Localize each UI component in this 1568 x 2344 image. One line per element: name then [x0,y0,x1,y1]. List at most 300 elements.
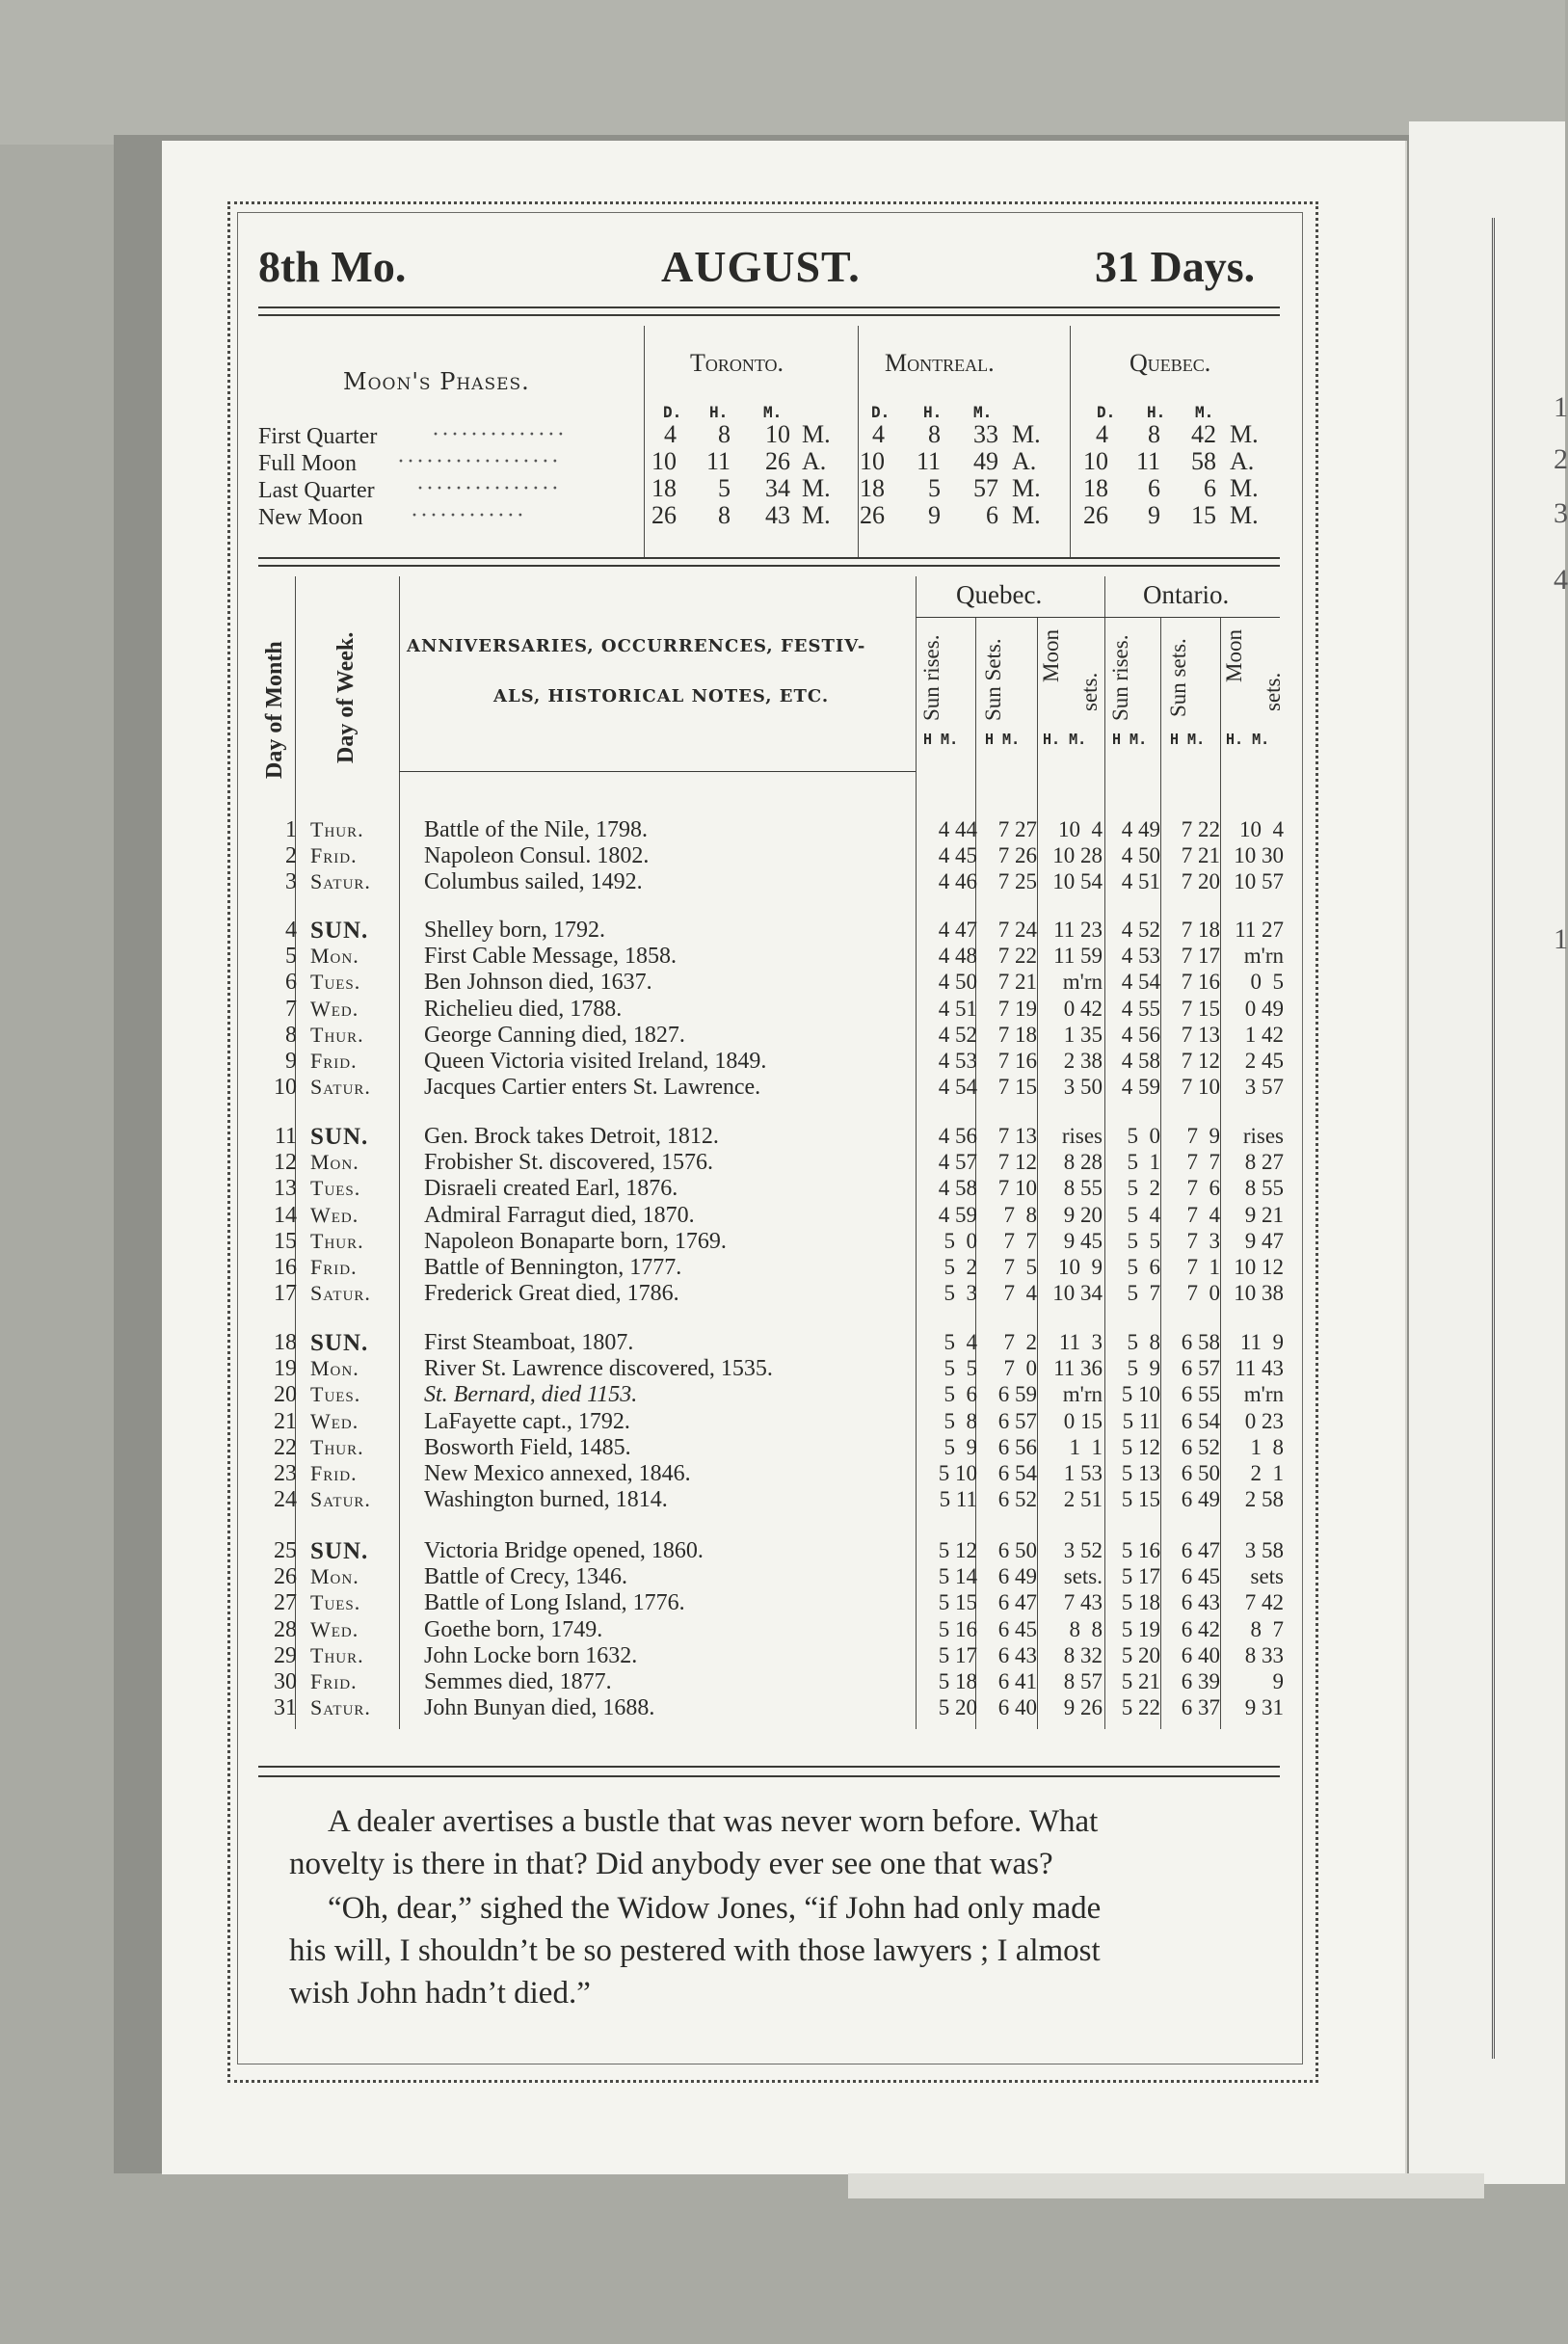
ontario-sun-rises-cell: 4 54 [1121,970,1160,995]
phase-quebec-value: M. [1230,501,1259,529]
ontario-sun-rises-cell: 4 56 [1121,1022,1160,1047]
dhm-label: D. [1097,403,1116,421]
city-quebec: Quebec. [1129,349,1211,377]
quebec-sun-rises-cell: 4 50 [938,970,977,995]
quebec-moon-sets-cell: rises [1061,1124,1103,1148]
phase-montreal-value: 33 [973,420,998,448]
quebec-moon-sets-cell: 8 8 [1069,1616,1103,1641]
ontario-sun-rises-cell: 5 2 [1127,1176,1160,1201]
header-rule [258,306,1280,308]
ontario-sun-rises-cell: 5 1 [1127,1150,1160,1175]
leader-dots: ················· [397,449,561,474]
ontario-sun-sets-cell: 6 55 [1181,1382,1220,1407]
day-number: 29 [274,1642,297,1668]
quebec-sun-sets-cell: 7 22 [997,944,1037,969]
phase-quebec-value: 15 [1191,501,1216,529]
ontario-sun-rises-cell: 5 20 [1121,1642,1160,1667]
event-note: Semmes died, 1877. [424,1669,612,1694]
ontario-moon-sets-cell: 0 23 [1244,1408,1284,1433]
weekday: Frid. [310,1461,358,1485]
ontario-moon-sets-cell: 11 27 [1235,918,1284,942]
ontario-moon-sets-cell: 11 9 [1239,1330,1284,1354]
day-number: 26 [274,1564,297,1590]
quebec-sun-sets-cell: 7 13 [997,1124,1037,1148]
header-rule [258,314,1280,316]
phase-toronto-value: 18 [651,474,677,502]
ontario-sun-rises-cell: 5 6 [1127,1255,1160,1279]
phase-montreal-value: M. [1012,474,1041,502]
footer-line: wish John hadn’t died.” [289,1976,591,2011]
event-note: Goethe born, 1749. [424,1616,603,1642]
phase-montreal-value: A. [1012,447,1037,475]
quebec-sun-sets-cell: 6 41 [997,1669,1037,1693]
weekday: Wed. [310,1616,359,1641]
quebec-sun-sets-cell: 6 43 [997,1642,1037,1667]
ontario-moon-sets-cell: 8 33 [1244,1642,1284,1667]
adjacent-page-number: 1 [1554,391,1568,423]
ontario-moon-sets-cell: 1 8 [1250,1434,1284,1459]
quebec-moon-sets-cell: sets. [1063,1564,1103,1589]
phase-toronto-value: A. [802,447,827,475]
ontario-sun-rises-cell: 4 52 [1121,918,1160,942]
phase-label: First Quarter [258,424,378,449]
ontario-moon-sets-cell: 10 30 [1234,843,1284,868]
event-note: New Mexico annexed, 1846. [424,1461,691,1486]
head-rule [399,771,916,772]
quebec-sun-sets-cell: 6 49 [997,1564,1037,1589]
column-divider [399,576,400,1729]
ontario-sun-sets-cell: 6 58 [1181,1330,1220,1354]
quebec-sun-rises-cell: 4 44 [938,817,977,841]
ontario-sun-rises-cell: 5 0 [1127,1124,1160,1148]
dhm-label: M. [763,403,783,421]
quebec-moon-sets-cell: 10 28 [1052,843,1103,868]
event-note: Bosworth Field, 1485. [424,1434,631,1460]
dhm-label: H. [709,403,729,421]
hm-label: H M. [923,731,959,748]
quebec-moon-sets-cell: 10 54 [1052,869,1103,894]
phase-quebec-value: 8 [1148,420,1160,448]
day-number: 3 [285,869,297,895]
ontario-sun-rises-cell: 5 4 [1127,1202,1160,1227]
dhm-label: H. [923,403,943,421]
footer-line: A dealer avertises a bustle that was never worn before. What [328,1804,1099,1839]
phase-toronto-value: M. [802,474,831,502]
ontario-sun-sets-cell: 7 3 [1186,1228,1220,1253]
event-note: Gen. Brock takes Detroit, 1812. [424,1124,719,1149]
ontario-sun-rises-cell: 5 9 [1127,1356,1160,1381]
quebec-sun-sets-cell: 7 12 [997,1150,1037,1175]
weekday: Frid. [310,1255,358,1279]
ontario-moon-sets-cell: 3 58 [1244,1538,1284,1562]
event-note: First Steamboat, 1807. [424,1330,634,1355]
phase-quebec-value: 4 [1096,420,1108,448]
region-quebec: Quebec. [956,580,1043,609]
phase-montreal-value: 57 [973,474,998,502]
quebec-sun-sets-cell: 7 25 [997,869,1037,894]
quebec-sun-sets-cell: 6 50 [997,1538,1037,1562]
ontario-moon-sets-cell: 8 27 [1244,1150,1284,1175]
phase-montreal-value: 5 [928,474,941,502]
phase-quebec-value: 6 [1204,474,1216,502]
dhm-label: D. [871,403,890,421]
ontario-moon-sets-cell: 9 21 [1244,1202,1284,1227]
weekday: Mon. [310,944,359,969]
ontario-moon-sets-cell: 9 [1272,1669,1284,1693]
quebec-sun-rises-cell: 4 48 [938,944,977,969]
quebec-moon-sets-cell: 0 42 [1063,996,1103,1021]
quebec-sun-sets-cell: 7 24 [997,918,1037,942]
days-count: 31 Days. [1095,242,1256,291]
ontario-moon-sets-cell: 2 58 [1244,1487,1284,1512]
ontario-sun-sets-cell: 7 15 [1181,996,1220,1021]
quebec-sun-rises-cell: 4 52 [938,1022,977,1047]
quebec-moon-sets-cell: 10 4 [1058,817,1103,841]
region-ontario: Ontario. [1143,580,1230,609]
phase-quebec-value: 26 [1083,501,1108,529]
day-number: 5 [285,944,297,970]
ontario-moon-sets-cell: 1 42 [1244,1022,1284,1047]
quebec-sun-rises-cell: 5 16 [938,1616,977,1641]
phase-toronto-value: M. [802,420,831,448]
ontario-sun-sets-cell: 7 22 [1181,817,1220,841]
phase-quebec-value: 10 [1083,447,1108,475]
weekday: Satur. [310,1075,371,1100]
ontario-sun-sets-cell: 6 45 [1181,1564,1220,1589]
hm-label: H M. [1112,731,1148,748]
weekday: Thur. [310,1434,364,1459]
ontario-moon-sets-cell: 8 7 [1250,1616,1284,1641]
weekday: Satur. [310,1487,371,1512]
table-end-rule [258,1766,1280,1768]
adjacent-page-number: 1 [1554,923,1568,955]
quebec-moon-sets-cell: 3 52 [1063,1538,1103,1562]
day-of-month-header: Day of Month [262,641,287,779]
ontario-moon-sets-cell: 8 55 [1244,1176,1284,1201]
day-number: 8 [285,1022,297,1048]
day-number: 12 [274,1150,297,1176]
sun-sets-header: Sun sets. [1166,638,1190,717]
ontario-sun-sets-cell: 6 42 [1181,1616,1220,1641]
quebec-sun-rises-cell: 5 9 [943,1434,977,1459]
ontario-moon-sets-cell: rises [1242,1124,1284,1148]
hm-label: H M. [1170,731,1206,748]
phase-quebec-value: 6 [1148,474,1160,502]
hm-label: H. M. [1226,731,1270,748]
ontario-sun-sets-cell: 6 57 [1181,1356,1220,1381]
phase-toronto-value: 8 [718,420,731,448]
month-number: 8th Mo. [258,242,407,291]
ontario-sun-sets-cell: 7 10 [1181,1075,1220,1100]
quebec-sun-sets-cell: 6 57 [997,1408,1037,1433]
ontario-sun-rises-cell: 5 12 [1121,1434,1160,1459]
phase-montreal-value: 26 [860,501,885,529]
quebec-sun-sets-cell: 7 19 [997,996,1037,1021]
quebec-sun-rises-cell: 5 4 [943,1330,977,1354]
quebec-sun-sets-cell: 6 56 [997,1434,1037,1459]
quebec-sun-sets-cell: 7 2 [1003,1330,1037,1354]
quebec-sun-rises-cell: 5 12 [938,1538,977,1562]
ontario-moon-sets-cell: 10 38 [1234,1281,1284,1306]
quebec-moon-sets-cell: m'rn [1062,970,1103,995]
event-note: Richelieu died, 1788. [424,996,623,1022]
footer-line: “Oh, dear,” sighed the Widow Jones, “if John had only made [328,1891,1102,1926]
quebec-sun-sets-cell: 7 21 [997,970,1037,995]
weekday: Satur. [310,869,371,894]
ontario-sun-rises-cell: 5 11 [1122,1408,1160,1433]
phase-toronto-value: 26 [765,447,790,475]
quebec-moon-sets-cell: 2 51 [1063,1487,1103,1512]
sun-rises-header: Sun rises. [1108,634,1132,721]
ontario-moon-sets-cell: 2 45 [1244,1049,1284,1073]
weekday: Satur. [310,1695,371,1720]
ontario-moon-sets-cell: 10 57 [1234,869,1284,894]
weekday: Mon. [310,1356,359,1381]
event-note: Ben Johnson died, 1637. [424,970,652,996]
phase-quebec-value: 58 [1191,447,1216,475]
day-number: 2 [285,843,297,869]
ontario-sun-sets-cell: 6 37 [1181,1695,1220,1720]
phase-toronto-value: 5 [718,474,731,502]
ontario-moon-sets-cell: 10 12 [1234,1255,1284,1279]
ontario-sun-rises-cell: 5 10 [1121,1382,1160,1407]
day-number: 27 [274,1590,297,1616]
quebec-sun-sets-cell: 7 15 [997,1075,1037,1100]
quebec-sun-sets-cell: 6 45 [997,1616,1037,1641]
quebec-sun-rises-cell: 4 54 [938,1075,977,1100]
event-note: Battle of the Nile, 1798. [424,817,648,842]
day-number: 15 [274,1228,297,1254]
ontario-sun-sets-cell: 7 20 [1181,869,1220,894]
quebec-sun-rises-cell: 4 45 [938,843,977,868]
quebec-sun-sets-cell: 7 16 [997,1049,1037,1073]
ontario-sun-sets-cell: 7 17 [1181,944,1220,969]
column-divider [1220,617,1221,1729]
phase-montreal-value: M. [1012,420,1041,448]
quebec-moon-sets-cell: 7 43 [1063,1590,1103,1615]
column-divider [1037,617,1038,1729]
leader-dots: ············ [411,503,526,528]
phase-montreal-value: 11 [916,447,941,475]
weekday: Thur. [310,1022,364,1047]
ontario-sun-sets-cell: 6 43 [1181,1590,1220,1615]
ontario-sun-sets-cell: 6 49 [1181,1487,1220,1512]
event-note: River St. Lawrence discovered, 1535. [424,1356,773,1382]
quebec-moon-sets-cell: 11 36 [1053,1356,1103,1381]
event-note: Frederick Great died, 1786. [424,1281,679,1307]
ontario-sun-rises-cell: 5 8 [1127,1330,1160,1354]
ontario-sun-sets-cell: 7 4 [1186,1202,1220,1227]
quebec-moon-sets-cell: 8 28 [1063,1150,1103,1175]
adjacent-page-number: 4 [1554,564,1568,596]
event-note: First Cable Message, 1858. [424,944,677,970]
quebec-moon-sets-cell: 9 26 [1063,1695,1103,1720]
moon-phases-title: Moon's Phases. [343,368,530,395]
phase-toronto-value: 34 [765,474,790,502]
day-number: 9 [285,1049,297,1074]
ontario-sun-sets-cell: 7 9 [1186,1124,1220,1148]
quebec-sun-sets-cell: 7 18 [997,1022,1037,1047]
hm-label: H M. [985,731,1021,748]
phase-montreal-value: 8 [928,420,941,448]
day-number: 20 [274,1382,297,1408]
month-name: AUGUST. [661,242,861,291]
event-note: Battle of Bennington, 1777. [424,1255,682,1280]
event-note: St. Bernard, died 1153. [424,1382,638,1408]
day-number: 24 [274,1487,297,1513]
quebec-moon-sets-cell: 8 57 [1063,1669,1103,1693]
event-note: John Locke born 1632. [424,1642,638,1668]
quebec-moon-sets-cell: 1 35 [1063,1022,1103,1047]
ontario-moon-sets-cell: 7 42 [1244,1590,1284,1615]
ontario-moon-sets-cell: 11 43 [1235,1356,1284,1381]
quebec-sun-rises-cell: 5 0 [943,1228,977,1253]
day-number: 13 [274,1176,297,1202]
ontario-moon-sets-cell: sets [1250,1564,1284,1589]
weekday: Tues. [310,1176,361,1201]
quebec-sun-rises-cell: 5 15 [938,1590,977,1615]
day-number: 22 [274,1434,297,1460]
phase-quebec-value: M. [1230,474,1259,502]
weekday: Satur. [310,1281,371,1306]
quebec-sun-rises-cell: 4 46 [938,869,977,894]
quebec-moon-sets-cell: 0 15 [1063,1408,1103,1433]
city-montreal: Montreal. [885,349,995,377]
adjacent-page-number: 2 [1554,443,1568,475]
quebec-moon-sets-cell: 9 45 [1063,1228,1103,1253]
phase-toronto-value: 26 [651,501,677,529]
ontario-moon-sets-cell: 3 57 [1244,1075,1284,1100]
ontario-moon-sets-cell: 9 47 [1244,1228,1284,1253]
phase-toronto-value: 10 [765,420,790,448]
phase-toronto-value: 10 [651,447,677,475]
quebec-sun-rises-cell: 4 47 [938,918,977,942]
quebec-sun-rises-cell: 5 18 [938,1669,977,1693]
quebec-moon-sets-cell: 1 53 [1063,1461,1103,1485]
quebec-sun-sets-cell: 6 54 [997,1461,1037,1485]
event-note: Disraeli created Earl, 1876. [424,1176,678,1202]
ontario-sun-sets-cell: 7 0 [1186,1281,1220,1306]
divider [1070,326,1071,557]
footer-line: his will, I shouldn’t be so pestered with those lawyers ; I almost [289,1933,1101,1968]
day-number: 30 [274,1669,297,1694]
day-number: 25 [274,1538,297,1563]
scanner-background [0,0,1565,145]
phase-montreal-value: 10 [860,447,885,475]
phase-toronto-value: 4 [664,420,677,448]
ontario-sun-sets-cell: 6 39 [1181,1669,1220,1693]
ontario-sun-sets-cell: 6 47 [1181,1538,1220,1562]
weekday: Tues. [310,970,361,995]
weekday: SUN. [310,1330,369,1356]
phase-toronto-value: 43 [765,501,790,529]
ontario-sun-sets-cell: 7 13 [1181,1022,1220,1047]
quebec-sun-sets-cell: 6 47 [997,1590,1037,1615]
phase-montreal-value: 9 [928,501,941,529]
phase-quebec-value: 18 [1083,474,1108,502]
ontario-sun-rises-cell: 4 58 [1121,1049,1160,1073]
table-end-rule [258,1775,1280,1777]
sun-rises-header: Sun rises. [919,634,943,721]
phase-montreal-value: 6 [986,501,998,529]
phase-quebec-value: A. [1230,447,1255,475]
quebec-sun-rises-cell: 5 11 [939,1487,977,1512]
quebec-sun-rises-cell: 5 20 [938,1695,977,1720]
quebec-sun-rises-cell: 5 10 [938,1461,977,1485]
quebec-sun-sets-cell: 7 26 [997,843,1037,868]
day-number: 19 [274,1356,297,1382]
phase-toronto-value: 8 [718,501,731,529]
weekday: Tues. [310,1590,361,1615]
weekday: SUN. [310,918,369,944]
event-note: Jacques Cartier enters St. Lawrence. [424,1075,761,1101]
hm-label: H. M. [1043,731,1087,748]
weekday: Frid. [310,843,358,868]
quebec-sun-sets-cell: 6 40 [997,1695,1037,1720]
phase-quebec-value: 11 [1135,447,1160,475]
day-number: 18 [274,1330,297,1355]
event-note: Napoleon Bonaparte born, 1769. [424,1228,727,1254]
weekday: Frid. [310,1049,358,1073]
quebec-sun-rises-cell: 4 51 [938,996,977,1021]
ontario-sun-rises-cell: 4 50 [1121,843,1160,868]
page-edge [848,2173,1484,2198]
quebec-sun-rises-cell: 4 57 [938,1150,977,1175]
quebec-sun-sets-cell: 7 27 [997,817,1037,841]
ontario-sun-rises-cell: 4 55 [1121,996,1160,1021]
phase-label: Last Quarter [258,478,375,503]
ontario-sun-sets-cell: 7 1 [1186,1255,1220,1279]
ontario-sun-rises-cell: 4 51 [1121,869,1160,894]
ontario-sun-rises-cell: 5 7 [1127,1281,1160,1306]
day-number: 16 [274,1255,297,1280]
quebec-sun-rises-cell: 5 17 [938,1642,977,1667]
weekday: SUN. [310,1538,369,1564]
weekday: Tues. [310,1382,361,1407]
ontario-sun-sets-cell: 7 12 [1181,1049,1220,1073]
event-note: Shelley born, 1792. [424,918,605,943]
ontario-sun-rises-cell: 4 53 [1121,944,1160,969]
ontario-sun-rises-cell: 5 5 [1127,1228,1160,1253]
quebec-moon-sets-cell: 8 32 [1063,1642,1103,1667]
column-divider [1160,617,1161,1729]
ontario-sun-rises-cell: 5 19 [1121,1616,1160,1641]
weekday: Wed. [310,1202,359,1227]
events-header-line1: ANNIVERSARIES, OCCURRENCES, FESTIV- [407,636,866,656]
ontario-moon-sets-cell: 0 49 [1244,996,1284,1021]
ontario-sun-rises-cell: 5 18 [1121,1590,1160,1615]
ontario-sun-sets-cell: 7 6 [1186,1176,1220,1201]
city-toronto: Toronto. [690,349,784,377]
quebec-moon-sets-cell: 2 38 [1063,1049,1103,1073]
quebec-sun-rises-cell: 5 8 [943,1408,977,1433]
day-number: 21 [274,1408,297,1434]
weekday: Mon. [310,1150,359,1175]
quebec-moon-sets-cell: m'rn [1062,1382,1103,1407]
event-note: John Bunyan died, 1688. [424,1695,655,1721]
ontario-moon-sets-cell: m'rn [1243,1382,1284,1407]
day-number: 10 [274,1075,297,1101]
day-number: 14 [274,1202,297,1228]
quebec-sun-rises-cell: 4 59 [938,1202,977,1227]
day-number: 28 [274,1616,297,1642]
footer-line: novelty is there in that? Did anybody ever see one that was? [289,1847,1053,1881]
event-note: Frobisher St. discovered, 1576. [424,1150,713,1176]
moon-header: Moon [1222,629,1246,682]
phase-montreal-value: 49 [973,447,998,475]
dhm-label: M. [1195,403,1214,421]
quebec-sun-sets-cell: 7 10 [997,1176,1037,1201]
